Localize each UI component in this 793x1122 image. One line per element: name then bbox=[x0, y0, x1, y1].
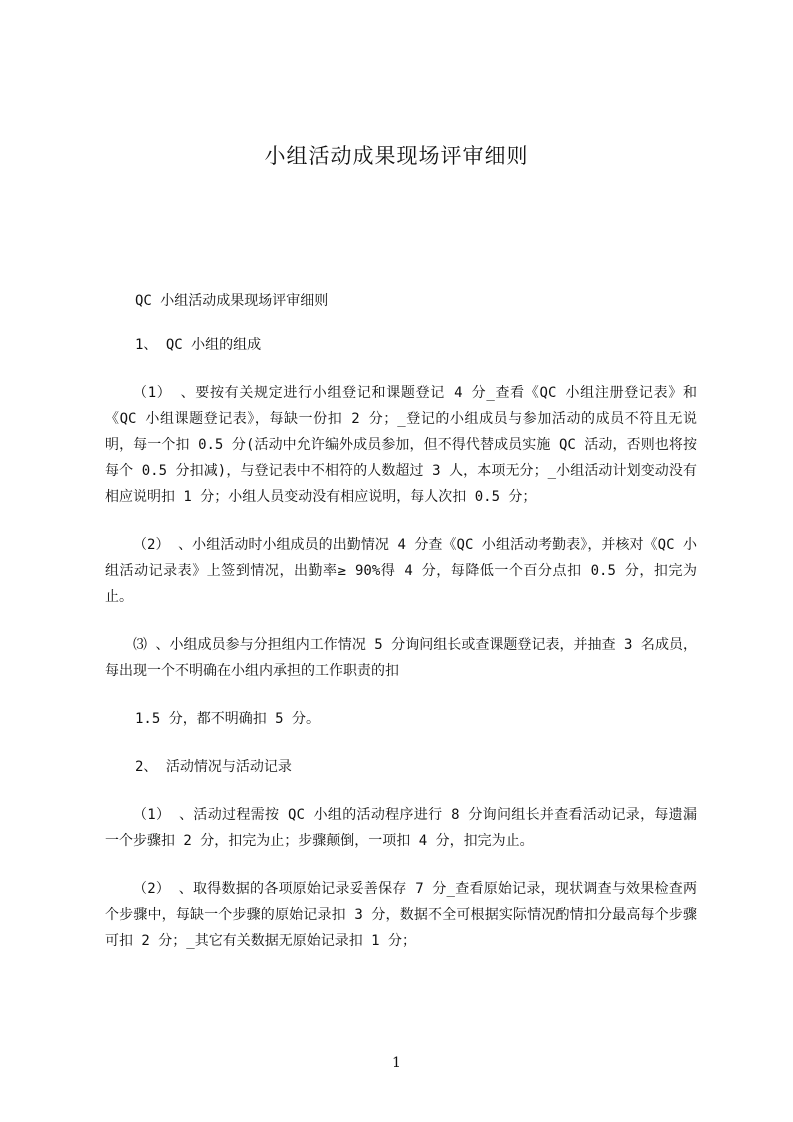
paragraph: 1.5 分，都不明确扣 5 分。 bbox=[135, 711, 321, 727]
page-number: 1 bbox=[392, 1055, 401, 1071]
section-heading: 2、 活动情况与活动记录 bbox=[135, 759, 292, 775]
document-title: 小组活动成果现场评审细则 bbox=[264, 144, 529, 168]
paragraph: （1） 、要按有关规定进行小组登记和课题登记 4 分_查看《QC 小组注册登记表》和《QC 小组课题登记表》，每缺一份扣 2 分；_登记的小组成员与参加活动的成员不符且无说明，每一个扣 0.5 分(活动中允许编外成员参加，但不得代替成员实施 QC 活动，否则也将按每个 0.5 分扣减)，与登记表中不相符的人数超过 3 人，本项无分；_小组活动计划变动没有相应说明扣 1 分；小组人员变动没有相应说明，每人次扣 0.5 分； bbox=[105, 385, 697, 505]
paragraph: （2） 、取得数据的各项原始记录妥善保存 7 分_查看原始记录，现状调查与效果检查两个步骤中，每缺一个步骤的原始记录扣 3 分，数据不全可根据实际情况酌情扣分最高每个步骤可扣 2 分；_其它有关数据无原始记录扣 1 分； bbox=[105, 881, 697, 949]
paragraph: ⑶ 、小组成员参与分担组内工作情况 5 分询问组长或查课题登记表，并抽查 3 名成员，每出现一个不明确在小组内承担的工作职责的扣 bbox=[105, 637, 697, 679]
paragraph: （1） 、活动过程需按 QC 小组的活动程序进行 8 分询问组长并查看活动记录，每遗漏一个步骤扣 2 分，扣完为止；步骤颠倒，一项扣 4 分，扣完为止。 bbox=[105, 807, 697, 849]
section-heading: 1、 QC 小组的组成 bbox=[135, 337, 262, 353]
document-body bbox=[105, 288, 697, 954]
section-heading: QC 小组活动成果现场评审细则 bbox=[135, 293, 329, 309]
paragraph: （2） 、小组活动时小组成员的出勤情况 4 分查《QC 小组活动考勤表》，并核对《QC 小组活动记录表》上签到情况，出勤率≥ 90%得 4 分，每降低一个百分点扣 0.5 分，扣完为止。 bbox=[105, 537, 697, 605]
